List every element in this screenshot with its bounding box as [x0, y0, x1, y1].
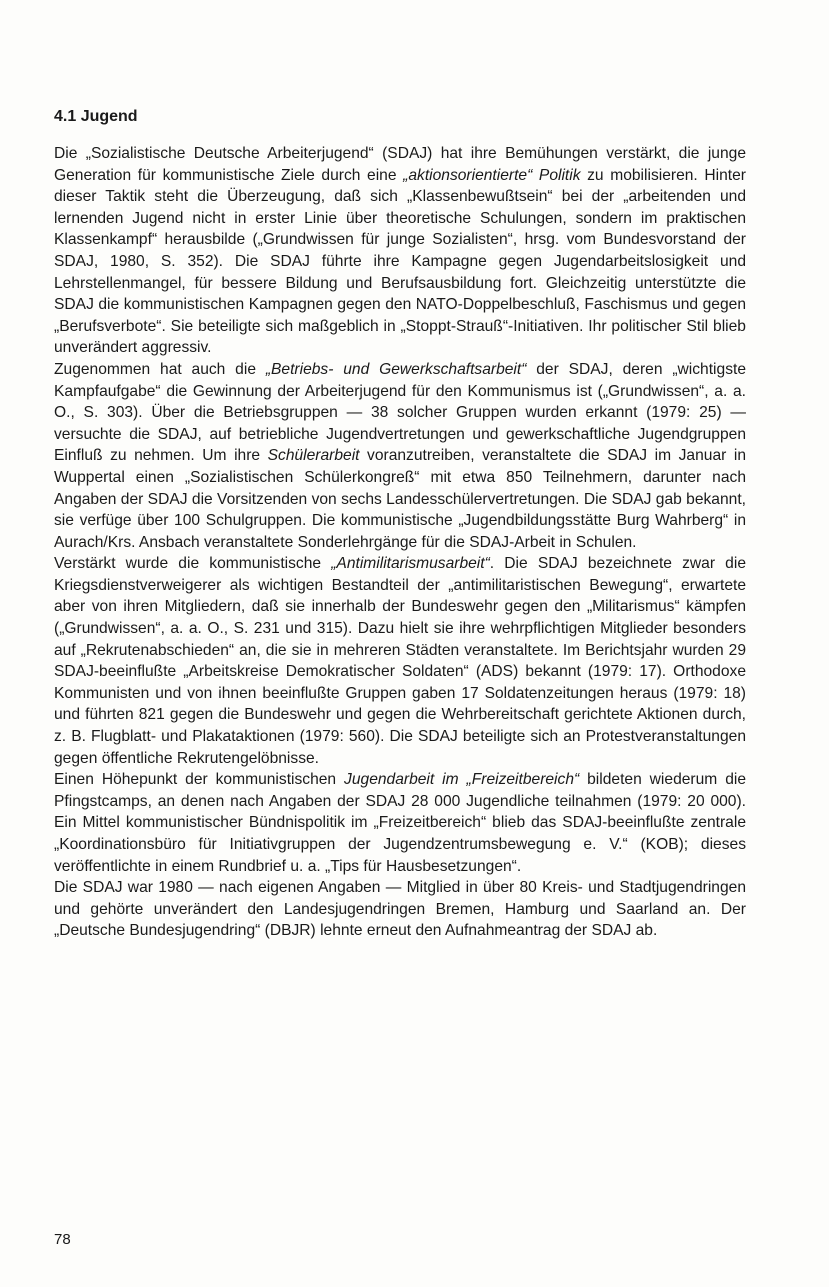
page-content: [54, 107, 746, 942]
paragraph-emphasis: Jugendarbeit im „Freizeitbereich“: [344, 771, 580, 789]
paragraph-text: Verstärkt wurde die kommunistische: [54, 555, 332, 573]
paragraph-text: Zugenommen hat auch die: [54, 360, 266, 378]
section-heading: 4.1 Jugend: [54, 108, 138, 125]
page-number: 78: [54, 1231, 71, 1248]
paragraph-betriebsarbeit: [54, 359, 746, 553]
paragraph-emphasis: „Betriebs- und Gewerkschaftsarbeit“: [265, 360, 527, 378]
paragraph-emphasis: „Antimilitarismusarbeit“: [331, 555, 490, 573]
paragraph-text: der SDAJ, deren „wichtigste Kampfaufgabe“ die Gewinnung der Arbeiterjugend für den Kommunismus ist („Grundwissen“, a. a. O., S. 303). Über die Betriebsgruppen — 38 solcher Gruppen wurden erkannt (1979: 25) — versuchte die SDAJ, auf betriebliche Jugendvertretungen und gewerkschaftliche Jugendgruppen Einfluß zu nehmen. Um ihre: [54, 360, 746, 465]
paragraph-text: Die SDAJ war 1980 — nach eigenen Angaben — Mitglied in über 80 Kreis- und Stadtjugendringen und gehörte unverändert den Landesjugendringen Bremen, Hamburg und Saarland an. Der „Deutsche Bundesjugendring“ (DBJR) lehnte erneut den Aufnahmeantrag der SDAJ ab.: [54, 879, 746, 940]
paragraph-text: voranzutreiben, veranstaltete die SDAJ im Januar in Wuppertal einen „Sozialistischen Schülerkongreß“ mit etwa 850 Teilnehmern, darunter nach Angaben der SDAJ die Vorsitzenden von sechs Landesschülervertretungen. Die SDAJ gab bekannt, sie verfüge über 100 Schulgruppen. Die kommunistische „Jugendbildungsstätte Burg Wahrberg“ in Aurach/Krs. Ansbach veranstaltete Sonderlehrgänge für die SDAJ-Arbeit in Schulen.: [54, 447, 746, 551]
paragraph-emphasis: „aktionsorientierte“ Politik: [403, 166, 581, 184]
paragraph-emphasis: Schülerarbeit: [267, 447, 360, 465]
paragraph-text: . Die SDAJ bezeichnete zwar die Kriegsdienstverweigerer als wichtigen Bestandteil der „antimilitaristischen Bewegung“, erwartete aber von ihren Mitgliedern, daß sie innerhalb der Bundeswehr gegen den „Militarismus“ kämpfen („Grundwissen“, a. a. O., S. 231 und 315). Dazu hielt sie ihre wehrpflichtigen Mitglieder besonders auf „Rekrutenabschieden“ an, die sie in mehreren Städten veranstaltete. Im Berichtsjahr wurden 29 SDAJ-beeinflußte „Arbeitskreise Demokratischer Soldaten“ (ADS) bekannt (1979: 17). Orthodoxe Kommunisten und von ihnen beeinflußte Gruppen gaben 17 Soldatenzeitungen heraus (1979: 18) und führten 821 gegen die Bundeswehr und gegen die Wehrbereitschaft gerichtete Aktionen durch, z. B. Flugblatt- und Plakataktionen (1979: 560). Die SDAJ beteiligte sich an Protestveranstaltungen gegen öffentliche Rekrutengelöbnisse.: [54, 555, 746, 767]
paragraph-text: zu mobilisieren. Hinter dieser Taktik steht die Überzeugung, daß sich „Klassenbewußtsein“ bei der „arbeitenden und lernenden Jugend nicht in erster Linie über theoretische Schulungen, sondern im praktischen Klassenkampf“ herausbilde („Grundwissen für junge Sozialisten“, hrsg. vom Bundesvorstand der SDAJ, 1980, S. 352). Die SDAJ führte ihre Kampagne gegen Jugendarbeitslosigkeit und Lehrstellenmangel, für bessere Bildung und Berufsausbildung fort. Gleichzeitig unterstützte die SDAJ die kommunistischen Kampagnen gegen den NATO-Doppelbeschluß, Faschismus und gegen „Berufsverbote“. Sie beteiligte sich maßgeblich in „Stoppt-Strauß“-Initiativen. Ihr politischer Stil blieb unverändert aggressiv.: [54, 166, 746, 357]
paragraph-freizeitbereich: [54, 769, 746, 877]
paragraph-jugendringe: [54, 877, 746, 942]
paragraph-text: Einen Höhepunkt der kommunistischen: [54, 771, 345, 789]
paragraph-text: Die „Sozialistische Deutsche Arbeiterjugend“ (SDAJ) hat ihre Bemühungen verstärkt, die junge Generation für kommunistische Ziele durch eine: [54, 145, 746, 184]
paragraph-sdaj-intro: [54, 143, 746, 359]
paragraph-antimilitarismus: [54, 553, 746, 769]
paragraph-text: bildeten wiederum die Pfingstcamps, an denen nach Angaben der SDAJ 28 000 Jugendliche teilnahmen (1979: 20 000). Ein Mittel kommunistischer Bündnispolitik im „Freizeitbereich“ blieb das SDAJ-beeinflußte zentrale „Koordinationsbüro für Initiativgruppen der Jugendzentrumsbewegung e. V.“ (KOB); dieses veröffentlichte in einem Rundbrief u. a. „Tips für Hausbesetzungen“.: [54, 771, 747, 875]
